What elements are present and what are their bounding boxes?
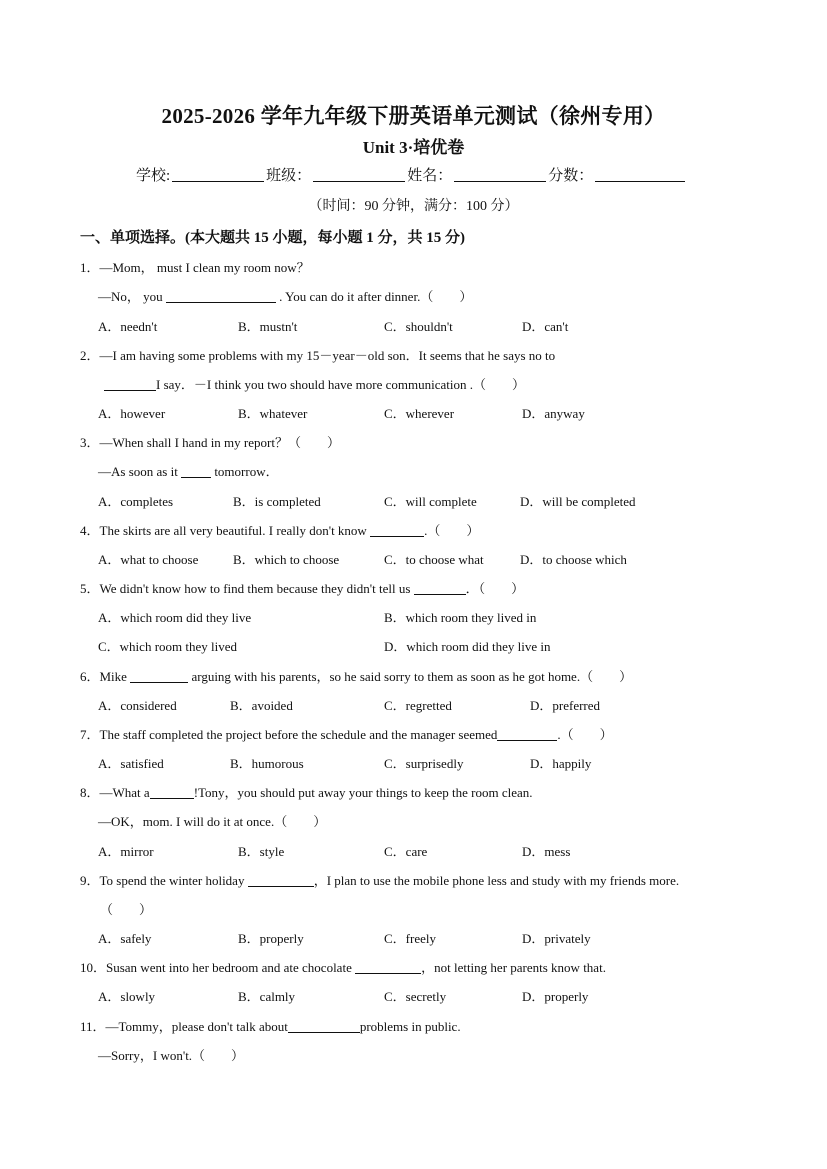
score-blank[interactable] (595, 167, 685, 182)
answer-blank[interactable] (355, 961, 421, 974)
option-c[interactable]: C．secretly (384, 989, 447, 1004)
option-a[interactable]: A．satisfied (98, 756, 164, 771)
question-11-start: 11．—Tommy，please don't talk about (80, 1019, 288, 1034)
option-a[interactable]: A．slowly (98, 989, 156, 1004)
question-8 (80, 782, 533, 801)
question-3: 3．—When shall I hand in my report？（ ） (80, 435, 340, 450)
question-11-reply: —Sorry，I won't.（ ） (98, 1048, 245, 1063)
answer-blank[interactable] (130, 670, 188, 683)
question-8-end: !Tony，you should put away your things to keep the room clean. (193, 785, 533, 800)
option-b[interactable]: B．which room they lived in (384, 610, 537, 625)
question-10-start: 10．Susan went into her bedroom and ate chocolate (80, 960, 356, 975)
class-label: 班级： (266, 168, 312, 184)
question-3-line2-start: —As soon as it (98, 464, 182, 479)
option-d[interactable]: D．happily (530, 756, 592, 771)
option-c[interactable]: C．surprisedly (384, 756, 464, 771)
question-1-line2-end: . You can do it after dinner.（ ） (275, 289, 473, 304)
answer-blank[interactable] (370, 524, 424, 537)
option-c[interactable]: C．will complete (384, 494, 477, 509)
option-c[interactable]: C．freely (384, 931, 436, 946)
option-d[interactable]: D．can't (522, 319, 569, 334)
question-4-start: 4．The skirts are all very beautiful. I really don't know (80, 523, 371, 538)
question-9 (80, 870, 679, 889)
answer-blank[interactable] (288, 1020, 360, 1033)
question-6-start: 6．Mike (80, 669, 131, 684)
question-2-answer-line (104, 374, 525, 393)
question-8-start: 8．—What a (80, 785, 150, 800)
question-5-start: 5．We didn't know how to find them because they didn't tell us (80, 581, 414, 596)
option-a[interactable]: A．however (98, 406, 166, 421)
answer-blank[interactable] (248, 874, 314, 887)
answer-blank[interactable] (497, 728, 557, 741)
page-title: 2025-2026 学年九年级下册英语单元测试（徐州专用） (161, 104, 666, 128)
question-6 (80, 666, 632, 685)
question-1-line2-start: —No， you (98, 289, 166, 304)
option-d[interactable]: D．which room did they live in (384, 639, 551, 654)
option-d[interactable]: D．privately (522, 931, 591, 946)
option-b[interactable]: B．is completed (233, 494, 321, 509)
option-a[interactable]: A．what to choose (98, 552, 199, 567)
answer-blank[interactable] (181, 465, 211, 478)
school-label: 学校: (136, 168, 171, 184)
answer-blank[interactable] (414, 582, 466, 595)
question-11-end: problems in public. (359, 1019, 461, 1034)
option-d[interactable]: D．will be completed (520, 494, 636, 509)
option-d[interactable]: D．to choose which (520, 552, 627, 567)
option-c[interactable]: C．which room they lived (98, 639, 238, 654)
option-c[interactable]: C．care (384, 844, 428, 859)
question-4 (80, 520, 479, 539)
option-d[interactable]: D．anyway (522, 406, 585, 421)
question-3-answer-line (98, 461, 279, 480)
option-a[interactable]: A．considered (98, 698, 177, 713)
option-c[interactable]: C．regretted (384, 698, 452, 713)
student-info-row (136, 164, 687, 185)
option-b[interactable]: B．calmly (238, 989, 296, 1004)
option-d[interactable]: D．properly (522, 989, 589, 1004)
question-9-start: 9．To spend the winter holiday (80, 873, 248, 888)
option-a[interactable]: A．safely (98, 931, 152, 946)
class-blank[interactable] (313, 167, 405, 182)
question-9-end: ，I plan to use the mobile phone less and study with my friends more. (313, 873, 680, 888)
question-2-line2-end: I say．－I think you two should have more communication .（ ） (156, 377, 526, 392)
question-10 (80, 957, 606, 976)
question-3-line2-end: tomorrow． (211, 464, 279, 479)
option-b[interactable]: B．whatever (238, 406, 308, 421)
answer-blank[interactable] (150, 786, 194, 799)
option-a[interactable]: A．completes (98, 494, 174, 509)
question-6-end: arguing with his parents，so he said sorry to them as soon as he got home.（ ） (188, 669, 633, 684)
option-b[interactable]: B．which to choose (233, 552, 340, 567)
answer-blank[interactable] (166, 290, 276, 303)
option-b[interactable]: B．mustn't (238, 319, 298, 334)
name-blank[interactable] (454, 167, 546, 182)
page-subtitle: Unit 3·培优卷 (362, 138, 465, 157)
option-c[interactable]: C．shouldn't (384, 319, 453, 334)
question-11 (80, 1016, 461, 1035)
question-8-reply: —OK，mom. I will do it at once.（ ） (98, 814, 327, 829)
option-c[interactable]: C．to choose what (384, 552, 484, 567)
answer-blank[interactable] (104, 378, 156, 391)
option-b[interactable]: B．humorous (230, 756, 304, 771)
score-label: 分数： (548, 168, 594, 184)
section-title: 一、单项选择。(本大题共 15 小题，每小题 1 分，共 15 分) (80, 230, 465, 246)
question-10-end: ，not letting her parents know that. (421, 960, 606, 975)
option-a[interactable]: A．needn't (98, 319, 158, 334)
question-1: 1．—Mom， must I clean my room now？ (80, 260, 310, 275)
option-d[interactable]: D．preferred (530, 698, 601, 713)
question-4-end: .（ ） (424, 523, 480, 538)
question-7-end: .（ ） (557, 727, 613, 742)
option-b[interactable]: B．properly (238, 931, 304, 946)
option-d[interactable]: D．mess (522, 844, 571, 859)
option-c[interactable]: C．wherever (384, 406, 455, 421)
question-7-start: 7．The staff completed the project before the schedule and the manager seemed (80, 727, 498, 742)
option-b[interactable]: B．avoided (230, 698, 293, 713)
option-a[interactable]: A．mirror (98, 844, 154, 859)
option-b[interactable]: B．style (238, 844, 285, 859)
question-1-answer-line (98, 286, 472, 305)
question-5-end: ．（ ） (465, 581, 525, 596)
time-note: （时间：90 分钟，满分：100 分） (308, 199, 519, 214)
question-2: 2．—I am having some problems with my 15－year－old son．It seems that he says no to (80, 348, 556, 363)
school-blank[interactable] (172, 167, 264, 182)
name-label: 姓名： (407, 168, 453, 184)
option-a[interactable]: A．which room did they live (98, 610, 252, 625)
question-9-paren: （ ） (100, 902, 153, 917)
question-5 (80, 578, 524, 597)
question-7 (80, 724, 613, 743)
